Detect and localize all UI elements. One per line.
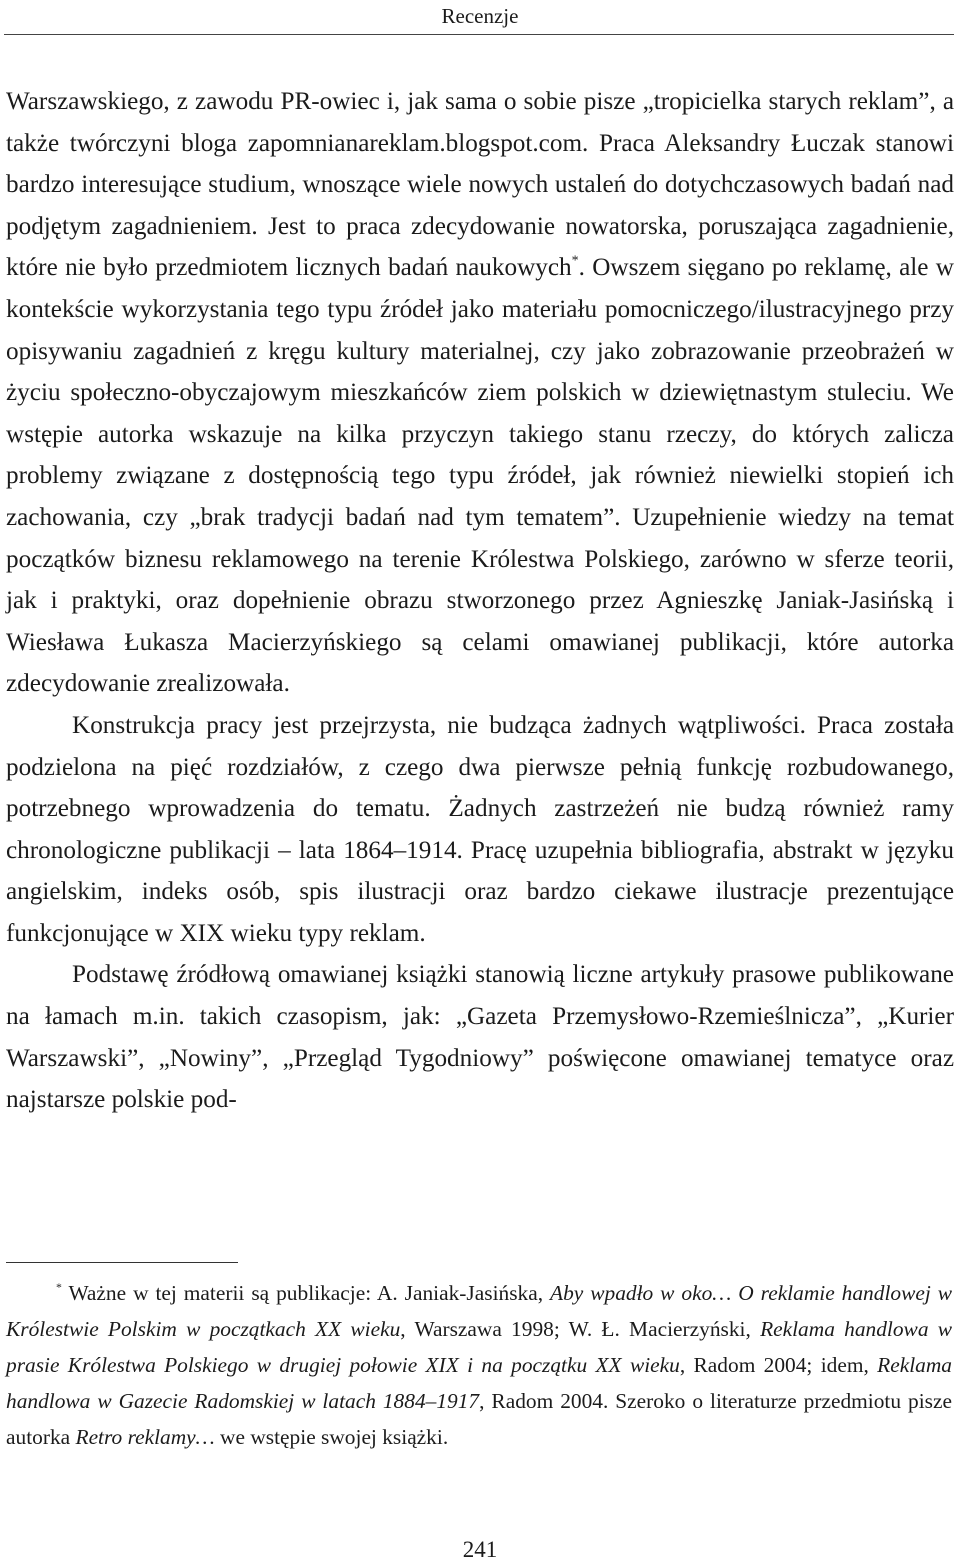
footnote-separator	[6, 1262, 238, 1263]
main-text	[6, 81, 954, 1121]
footnote-title-1: Aby wpadło w oko… O reklamie handlowej w Królestwie Polskim w początkach XX wieku	[6, 1281, 953, 1341]
paragraph-1-part-a: Warszawskiego, z zawodu PR-owiec i, jak sama o sobie pisze „tropicielka starych reklam”, a także twórczyni bloga zapomnianareklam.blogspot.com. Praca Aleksandry Łuczak stanowi bardzo interesujące studium, wnoszące wiele nowych ustaleń do dotychczasowych badań nad podjętym zagadnieniem. Jest to praca zdecydowanie nowatorska, poruszająca zagadnienie, które nie było przedmiotem licznych badań naukowych	[6, 88, 954, 282]
footnote-text-5: we wstępie swojej książki.	[214, 1425, 449, 1449]
paragraph-1-part-b: . Owszem sięgano po reklamę, ale w kontekście wykorzystania tego typu źródeł jako materiału pomocniczego/ilustracyjnego przy opisywaniu zagadnień z kręgu kultury materialnej, czy jako zobrazowanie przeobrażeń w życiu społeczno-obyczajowym mieszkańców ziem polskich w dziewiętnastym stuleciu. We wstępie autorka wskazuje na kilka przyczyn takiego stanu rzeczy, do których zalicza problemy związane z dostępnością tego typu źródeł, jak również niewielki stopień ich zachowania, czy „brak tradycji badań nad tym tematem”. Uzupełnienie wiedzy na temat początków biznesu reklamowego na terenie Królestwa Polskiego, zarówno w sferze teorii, jak i praktyki, oraz dopełnienie obrazu stworzonego przez Agnieszkę Janiak-Jasińską i Wiesława Łukasza Macierzyńskiego są celami omawianej publikacji, które autorka zdecydowanie zrealizowała.	[6, 254, 954, 698]
footnote-text-4: , Radom 2004. Szeroko o literaturze przedmiotu pisze autorka	[6, 1389, 952, 1449]
page-number: 241	[462, 1537, 498, 1562]
footnote-text-1: Ważne w tej materii są publikacje: A. Janiak-Jasińska,	[61, 1281, 551, 1305]
footnote-title-3: Reklama handlowa w Gazecie Radomskiej w latach 1884–1917	[6, 1353, 952, 1413]
footnote-text-2: , Warszawa 1998; W. Ł. Macierzyński,	[400, 1317, 761, 1341]
footnote-1	[6, 1275, 952, 1455]
header-rule	[4, 34, 954, 35]
running-header: Recenzje	[441, 4, 519, 28]
footnote-marker: *	[56, 1281, 62, 1295]
footnote-text-3: , Radom 2004; idem,	[679, 1353, 878, 1377]
footnote-title-4: Retro reklamy…	[75, 1425, 215, 1449]
paragraph-2: Konstrukcja pracy jest przejrzysta, nie budząca żadnych wątpliwości. Praca została podzielona na pięć rozdziałów, z czego dwa pierwsze pełnią funkcję rozbudowanego, potrzebnego wprowadzenia do tematu. Żadnych zastrzeżeń nie budzą również ramy chronologiczne publikacji – lata 1864–1914. Pracę uzupełnia bibliografia, abstrakt w języku angielskim, indeks osób, spis ilustracji oraz bardzo ciekawe ilustracje prezentujące funkcjonujące w XIX wieku typy reklam.	[6, 711, 954, 947]
paragraph-1	[6, 81, 954, 705]
paragraph-3: Podstawę źródłową omawianej książki stanowią liczne artykuły prasowe publikowane na łamach m.in. takich czasopism, jak: „Gazeta Przemysłowo-Rzemieślnicza”, „Kurier Warszawski”, „Nowiny”, „Przegląd Tygodniowy” poświęcone omawianej tematyce oraz najstarsze polskie pod-	[6, 961, 954, 1114]
footnote-title-2: Reklama handlowa w prasie Królestwa Polskiego w drugiej połowie XIX i na początku XX wieku	[6, 1317, 953, 1377]
footnote-reference: *	[571, 252, 579, 268]
footnotes	[6, 1275, 952, 1455]
